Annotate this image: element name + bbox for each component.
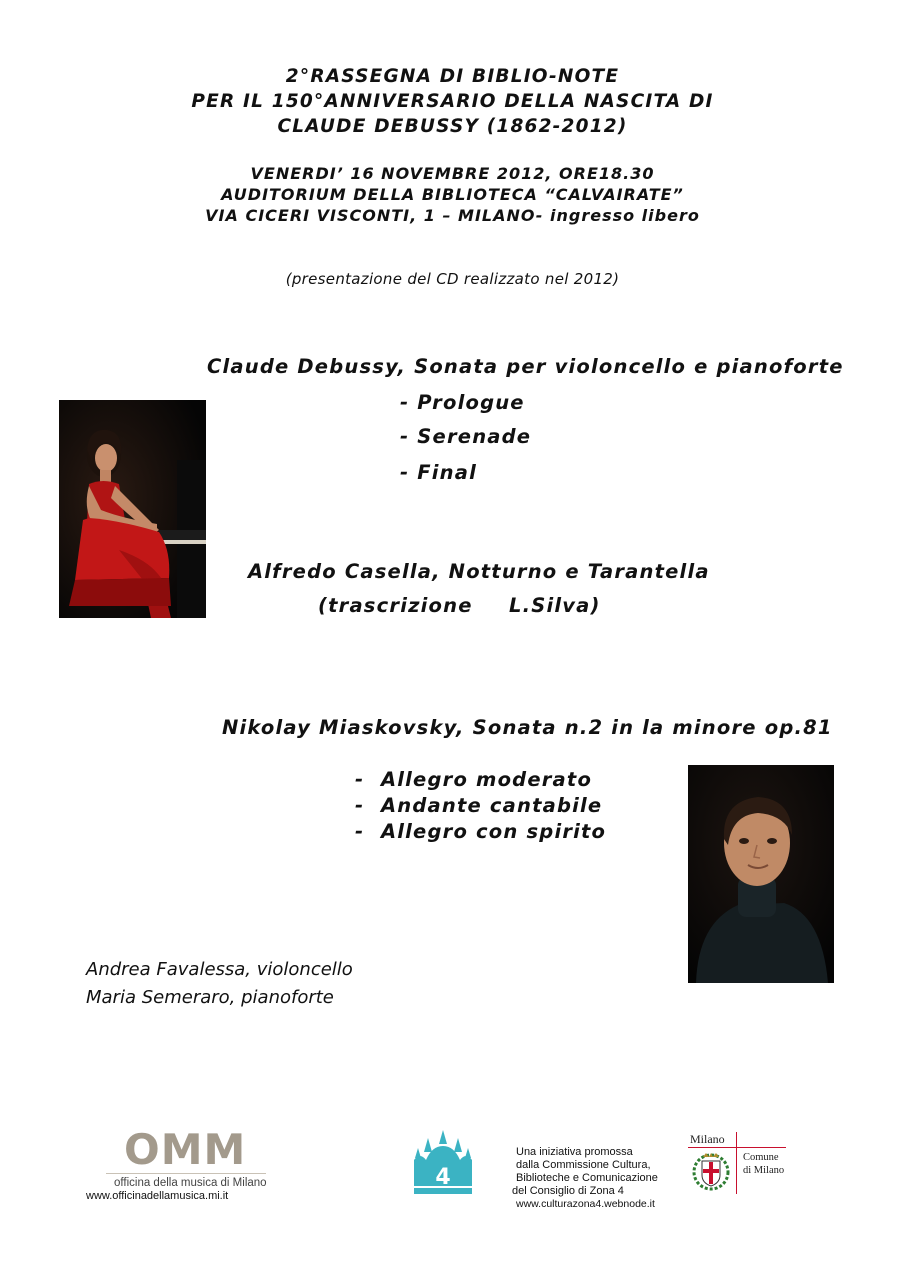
comune-rule-vertical xyxy=(736,1132,737,1194)
title-line-2: PER IL 150°ANNIVERSARIO DELLA NASCITA DI xyxy=(191,91,714,112)
performer-cellist: Andrea Favalessa, violoncello xyxy=(86,959,353,980)
debussy-movement-2: - Serenade xyxy=(400,425,532,448)
miaskovsky-dash-3: - xyxy=(355,820,365,843)
event-venue: AUDITORIUM DELLA BIBLIOTECA “CALVAIRATE” xyxy=(221,185,684,204)
zona4-logo xyxy=(414,1130,472,1196)
omm-logo xyxy=(86,1125,276,1203)
initiative-url[interactable]: www.culturazona4.webnode.it xyxy=(516,1198,655,1210)
casella-transcription-prefix: (trascrizione xyxy=(318,594,473,617)
performers xyxy=(86,956,353,1012)
casella-transcription-name: L.Silva) xyxy=(509,594,601,617)
miaskovsky-dash-2: - xyxy=(355,794,365,817)
event-title xyxy=(0,64,905,139)
initiative-line-2: dalla Commissione Cultura, xyxy=(516,1159,651,1171)
event-date: VENERDI’ 16 NOVEMBRE 2012, ORE18.30 xyxy=(250,164,655,183)
miaskovsky-movement-2: Andante cantabile xyxy=(381,794,603,817)
comune-rule-horizontal xyxy=(688,1147,786,1148)
comune-milano-logo xyxy=(688,1132,788,1196)
omm-name: officina della musica di Milano xyxy=(114,1177,267,1189)
zona4-number: 4 xyxy=(435,1165,451,1190)
comune-line-2: di Milano xyxy=(743,1165,785,1176)
milano-crest-icon xyxy=(691,1151,731,1191)
comune-line-1: Comune xyxy=(743,1152,779,1163)
initiative-line-4: del Consiglio di Zona 4 xyxy=(512,1185,624,1197)
initiative-line-1: Una iniziativa promossa xyxy=(516,1146,633,1158)
cellist-photo xyxy=(688,765,834,983)
comune-city: Milano xyxy=(690,1132,725,1146)
event-info xyxy=(0,163,905,226)
initiative-line-3: Biblioteche e Comunicazione xyxy=(516,1172,658,1184)
miaskovsky-title: Nikolay Miaskovsky, Sonata n.2 in la minore op.81 xyxy=(222,716,833,739)
zona4-cathedral-icon xyxy=(414,1130,472,1196)
pianist-illustration xyxy=(59,400,206,618)
omm-logo-text: OMM xyxy=(124,1125,247,1174)
title-line-1: 2°RASSEGNA DI BIBLIO-NOTE xyxy=(285,66,620,87)
debussy-movement-1: - Prologue xyxy=(400,391,525,414)
initiative-text xyxy=(512,1146,658,1211)
debussy-title: Claude Debussy, Sonata per violoncello e pianoforte xyxy=(207,355,844,378)
casella-title: Alfredo Casella, Notturno e Tarantella xyxy=(248,560,710,583)
debussy-movement-3: - Final xyxy=(400,461,478,484)
miaskovsky-movement-1: Allegro moderato xyxy=(381,768,593,791)
performer-pianist: Maria Semeraro, pianoforte xyxy=(86,987,334,1008)
miaskovsky-movement-3: Allegro con spirito xyxy=(381,820,607,843)
omm-url[interactable]: www.officinadellamusica.mi.it xyxy=(86,1190,229,1202)
presentation-note: (presentazione del CD realizzato nel 2012) xyxy=(285,270,620,288)
title-line-3: CLAUDE DEBUSSY (1862-2012) xyxy=(277,116,628,137)
miaskovsky-dash-1: - xyxy=(355,768,365,791)
event-address: VIA CICERI VISCONTI, 1 – MILANO- ingresso libero xyxy=(205,206,700,225)
pianist-photo xyxy=(59,400,206,618)
cellist-illustration xyxy=(688,765,834,983)
